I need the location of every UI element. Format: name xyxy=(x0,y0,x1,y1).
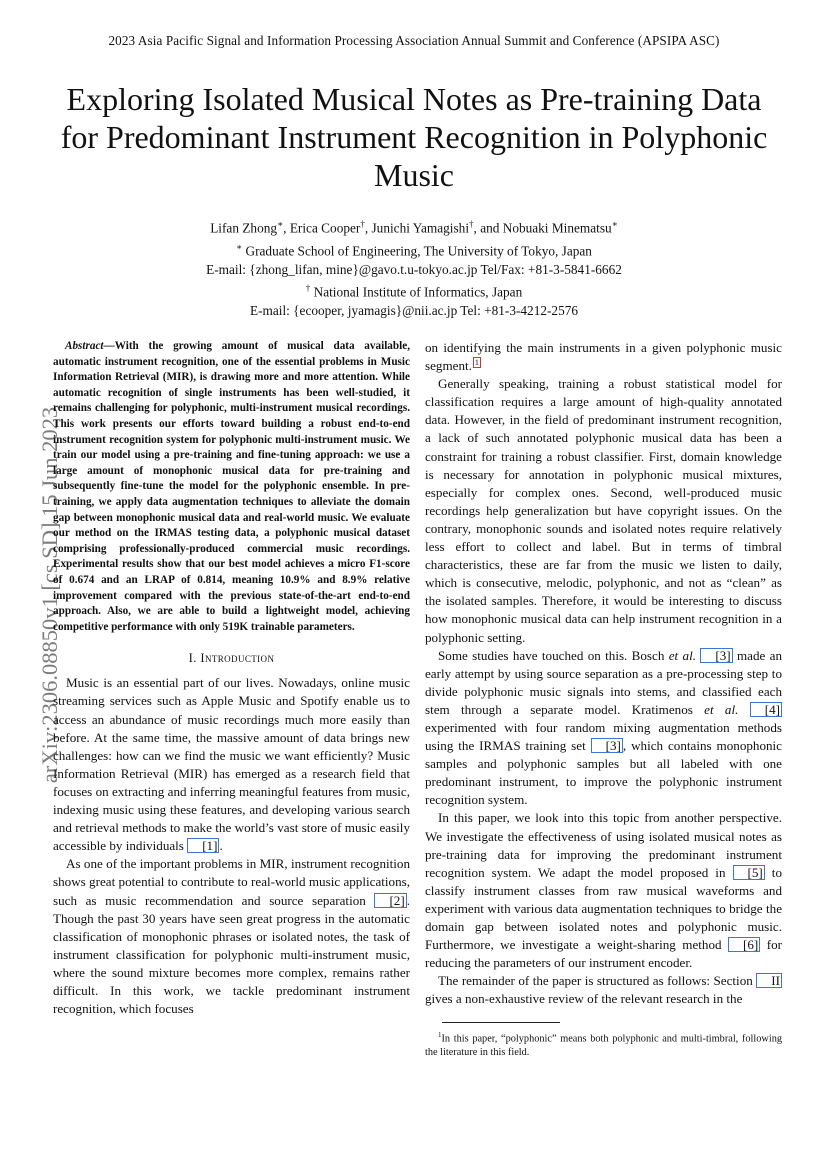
citation-link[interactable]: [1] xyxy=(187,838,219,853)
paragraph-text: made an early attempt by using source separation as a pre-processing step to divide polyphonic music signals into stems, and classified each stem through a separate model. Kratimenos xyxy=(425,647,782,717)
citation-link[interactable]: [4] xyxy=(750,702,782,717)
conference-header: 2023 Asia Pacific Signal and Information Processing Association Annual Summit and Conference (APSIPA ASC) xyxy=(108,33,720,48)
affiliation-2 xyxy=(0,279,828,302)
paragraph-text: In this paper, we look into this topic from another perspective. We investigate the effectiveness of using isolated musical notes as pre-training data for improving the predominant instrument recognition system. We adapt the model proposed in xyxy=(425,810,782,880)
paragraph xyxy=(53,674,410,855)
paragraph-text: As one of the important problems in MIR, instrument recognition shows great potential to contribute to real-world music applications, such as music recommendation and source separation xyxy=(53,856,410,908)
paragraph-text: . xyxy=(219,838,223,854)
footnote-text: In this paper, “polyphonic” means both polyphonic and multi-timbral, following the literature in this field. xyxy=(425,1033,782,1059)
paragraph xyxy=(425,647,782,810)
paragraph-text: . Though the past 30 years have seen great progress in the automatic classification of monophonic phrases or isolated notes, the task of instrument classification for polyphonic multi-instrument music, where the sound mixture becomes more complex, remains rather difficult. In this work, we tackle predominant instrument recognition, which focuses xyxy=(53,892,410,1017)
et-al: et al. xyxy=(668,647,696,663)
paragraph-text: to classify instrument classes from raw musical waveforms and experiment with various data augmentation techniques to bridge the domain gap between isolated notes and polyphonic music. Furthermore, we investigate a weight-sharing method xyxy=(425,864,782,953)
affiliation-text: National Institute of Informatics, Japan xyxy=(313,284,523,300)
paragraph xyxy=(53,855,410,1018)
author-name: Erica Cooper xyxy=(289,220,361,236)
paragraph xyxy=(425,339,782,375)
abstract xyxy=(53,339,410,635)
author-name: Lifan Zhong xyxy=(210,220,278,236)
paragraph-text: The remainder of the paper is structured as follows: Section xyxy=(438,973,757,989)
contact-2: E-mail: {ecooper, jyamagis}@nii.ac.jp Tel: +81-3-4212-2576 xyxy=(249,302,579,318)
footnote-divider xyxy=(442,1022,560,1023)
author-block xyxy=(0,215,828,320)
paragraph xyxy=(425,972,782,1008)
paragraph-text: , which contains monophonic samples and polyphonic samples but all labeled with one predominant instrument, to improve the polyphonic instrument recognition system. xyxy=(425,738,782,808)
citation-link[interactable]: [2] xyxy=(374,893,406,908)
affiliation-mark: † xyxy=(469,219,474,229)
abstract-text: —With the growing amount of musical data available, automatic instrument recognition, one of the essential problems in Music Information Retrieval (MIR), is drawing more and more attention. While automatic recognition of single instruments has been well-studied, it remains challenging for polyphonic, multi-instrument musical recordings. This work presents our efforts toward building a robust end-to-end instrument recognition system for polyphonic multi-instrument music. We train our model using a pre-training and fine-tuning approach: we use a large amount of monophonic musical data for pre-training and subsequently fine-tune the model for the polyphonic ensemble. In pre-training, we apply data augmentation techniques to alleviate the domain gap between monophonic musical data and real-world music. We evaluate our method on the IRMAS testing data, a polyphonic musical dataset comprising professionally-produced commercial music recordings. Experimental results show that our best model achieves a micro F1-score of 0.674 and an LRAP of 0.814, meaning 10.9% and 8.9% relative improvement compared with the previous state-of-the-art end-to-end approach. Also, we are able to build a lightweight model, achieving competitive performance with only 519K trainable parameters. xyxy=(53,340,410,633)
footnote-mark: 1 xyxy=(438,1031,442,1040)
paragraph-text: for reducing the parameters of our instrument encoder. xyxy=(425,937,783,971)
affiliation-mark: ∗ xyxy=(236,241,243,252)
citation-link[interactable]: [5] xyxy=(733,865,765,880)
author-name: and Nobuaki Minematsu xyxy=(480,220,612,236)
footnote xyxy=(425,1029,782,1059)
paper-title: Exploring Isolated Musical Notes as Pre-training Data for Predominant Instrument Recognition in Polyphonic Music xyxy=(60,81,768,193)
right-column xyxy=(425,339,782,1060)
paragraph-text: Music is an essential part of our lives. Nowadays, online music streaming services such as Apple Music and Spotify enable us to access an abundance of music recordings much more easily than before. At the same time, the massive amount of data brings new challenges: how can we find the music we want efficiently? Music Information Retrieval (MIR) has emerged as a research field that focuses on extracting and inferring meaningful features from music, indexing music using these features, and developing various search and retrieval methods to make the world’s vast store of music easily accessible by individuals xyxy=(53,675,410,854)
section-link[interactable]: II xyxy=(756,973,782,988)
paragraph-text xyxy=(738,702,749,717)
section-heading-introduction xyxy=(53,649,410,667)
left-column xyxy=(53,339,410,1018)
arxiv-stamp: arXiv:2306.08850v1 [cs.SD] 15 Jun 2023 xyxy=(37,406,62,784)
paragraph: Generally speaking, training a robust statistical model for classification requires a large amount of high-quality annotated data. However, in the field of predominant instrument recognition, a lack of such annotated polyphonic musical data has been a constraint for training a robust classifier. First, domain knowledge is necessary for annotation in polyphonic musical mixtures, especially for complex ones. Second, well-produced music recordings help generalization but have copyright issues. On the contrary, monophonic sounds and isolated notes require relatively less effort to collect and label. But in terms of timbral characteristics, these are far from the music we listen to daily, which is consecutive, melodic, polyphonic, and not as “clean” as the isolated samples. Therefore, it would be interesting to discuss how monophonic musical data can help instrument recognition in a polyphonic setting. xyxy=(425,376,782,645)
affiliation-mark: ∗ xyxy=(611,219,618,229)
author-name: Junichi Yamagishi xyxy=(371,220,470,236)
footnote-link[interactable]: 1 xyxy=(474,358,479,368)
affiliation-mark: ∗ xyxy=(277,219,284,229)
paragraph-text: gives a non-exhaustive review of the relevant research in the xyxy=(425,991,743,1007)
citation-link[interactable]: [3] xyxy=(700,648,732,663)
citation-link[interactable]: [3] xyxy=(591,738,623,753)
citation-link[interactable]: [6] xyxy=(728,937,760,952)
abstract-label: Abstract xyxy=(65,340,104,352)
section-title: Introduction xyxy=(200,651,275,666)
affiliation-mark: † xyxy=(305,283,311,294)
affiliation-mark: † xyxy=(360,219,365,229)
paragraph-text: on identifying the main instruments in a given polyphonic music segment. xyxy=(425,340,782,374)
paragraph-text: Some studies have touched on this. Bosch xyxy=(438,647,669,663)
paragraph-text: experimented with four random mixing augmentation methods using the IRMAS training set xyxy=(425,719,782,754)
affiliation-1 xyxy=(0,238,828,261)
author-line: Lifan Zhong∗, Erica Cooper†, Junichi Yamagishi†, and Nobuaki Minematsu∗ xyxy=(210,219,618,236)
affiliation-text: Graduate School of Engineering, The University of Tokyo, Japan xyxy=(245,243,592,259)
paragraph xyxy=(425,809,782,972)
et-al: et al. xyxy=(704,701,739,717)
contact-1: E-mail: {zhong_lifan, mine}@gavo.t.u-tokyo.ac.jp Tel/Fax: +81-3-5841-6662 xyxy=(206,261,622,277)
section-number: I. xyxy=(188,651,197,666)
